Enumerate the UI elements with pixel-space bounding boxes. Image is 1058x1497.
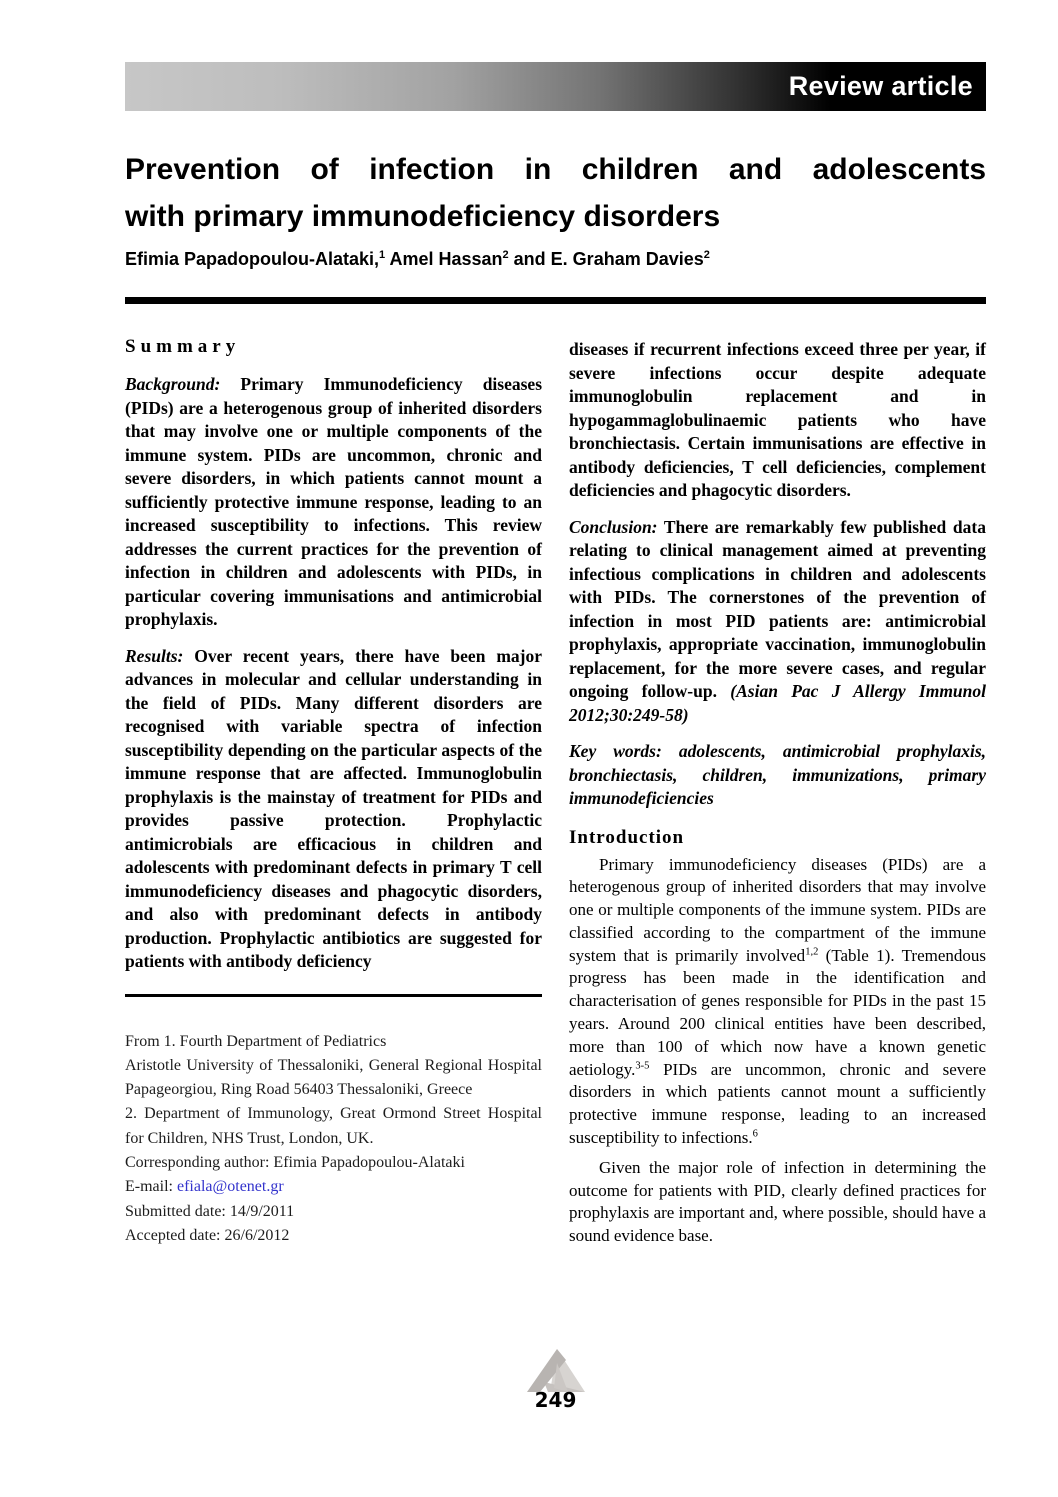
background-text: Primary Immunodeficiency diseases (PIDs) are a heterogenous group of inherited disorders that may involve one or multiple components of the immune system. PIDs are uncommon, chronic and severe disorders, in which patients cannot mount a sufficiently protective immune response, leading to an increased susceptibility to infections. This review addresses the current practices for the prevention of infection in children and adolescents with PIDs, in particular covering immunisations and antimicrobial prophylaxis. xyxy=(125,374,543,629)
banner-label: Review article xyxy=(788,71,973,101)
author-line: Efimia Papadopoulou-Alataki,$^1$ Amel Hassan$^2$ and E. Graham Davies$^2$ xyxy=(125,249,710,269)
results-paragraph xyxy=(125,645,542,974)
background-paragraph xyxy=(125,373,542,632)
summary-continuation-paragraph xyxy=(569,338,986,503)
article-body xyxy=(125,334,986,1248)
email-label: E-mail: xyxy=(125,1178,177,1196)
mountain-logo-icon xyxy=(524,1346,588,1394)
email-link[interactable]: efiala@otenet.gr xyxy=(176,1178,284,1196)
right-column xyxy=(569,334,986,1248)
keywords-label: Key words: xyxy=(569,741,662,761)
title-divider xyxy=(125,297,986,304)
page-number: 249 xyxy=(534,1388,577,1412)
footnote-line-affiliation-1: From 1. Fourth Department of Pediatrics xyxy=(125,1032,387,1050)
keywords-paragraph xyxy=(569,740,986,811)
conclusion-paragraph xyxy=(569,516,986,728)
left-column xyxy=(125,334,542,1248)
footnote-line-corresponding-author: Corresponding author: Efimia Papadopoulou-Alataki xyxy=(125,1153,465,1171)
results-label: Results: xyxy=(125,645,184,666)
journal-citation: (Asian Pac J Allergy Immunol 2012;30:249-58) xyxy=(569,681,987,725)
review-article-banner xyxy=(125,62,986,111)
footnote-line-affiliation-2: 2. Department of Immunology, Great Ormond Street Hospital for Children, NHS Trust, London, UK. xyxy=(125,1105,542,1147)
conclusion-text: There are remarkably few published data relating to clinical management aimed at preventing infectious complications in children and adolescents with PIDs. The cornerstones of the prevention of infection in most PID patients are: antimicrobial prophylaxis, appropriate vaccination, immunoglobulin replacement, for the more severe cases, and regular ongoing follow-up. xyxy=(569,516,986,701)
introduction-paragraph-2: Given the major role of infection in determining the outcome for patients with PID, clearly defined practices for prophylaxis are important and, where possible, should have a sound evidence base. xyxy=(569,1157,986,1246)
summary-heading: Summary xyxy=(125,336,241,357)
introduction-paragraph-1: Primary immunodeficiency diseases (PIDs) are a heterogenous group of inherited disorders that may involve one or multiple components of the immune system. PIDs are classified according to the compartment of the immune system that is primarily involved$^{1,2}$ (Table 1). Tremendous progress has been made in the identification and characterisation of genes responsible for PIDs in the past 15 years. Around 200 clinical entities have been described, more than 100 of which now have a known genetic aetiology.$^{3-5}$ PIDs are uncommon, chronic and severe disorders in which patients cannot mount a sufficiently protective immune response, leading to an increased susceptibility to infections.$^6$ xyxy=(569,854,986,1148)
footnote-block xyxy=(125,1030,542,1249)
article-title-line-1: Prevention of infection in children and adolescents xyxy=(125,153,986,186)
footnote-line-submitted-date: Submitted date: 14/9/2011 xyxy=(125,1202,295,1220)
footnote-line-affiliation-1b: Aristotle University of Thessaloniki, General Regional Hospital Papageorgiou, Ring Road 56403 Thessaloniki, Greece xyxy=(125,1056,542,1099)
footnote-line-email xyxy=(125,1175,542,1199)
conclusion-label: Conclusion: xyxy=(569,516,658,537)
introduction-heading: Introduction xyxy=(569,826,685,848)
article-title xyxy=(125,146,986,240)
keywords-text: adolescents, antimicrobial prophylaxis, bronchiectasis, children, immunizations, primary immunodeficiencies xyxy=(569,741,987,808)
footnote-divider xyxy=(125,994,542,997)
footnote-line-accepted-date: Accepted date: 26/6/2012 xyxy=(125,1226,290,1244)
article-title-line-2: with primary immunodeficiency disorders xyxy=(125,200,721,233)
summary-continuation-text: diseases if recurrent infections exceed three per year, if severe infections occur despite adequate immunoglobulin replacement and in hypogammaglobulinaemic patients who have bronchiectasis. Certain immunisations are effective in antibody deficiencies, T cell deficiencies, complement deficiencies and phagocytic disorders. xyxy=(569,339,986,500)
results-text: Over recent years, there have been major advances in molecular and cellular understanding in the field of PIDs. Many different disorders are recognised with variable spectra of infection susceptibility depending on the particular aspects of the immune response that are affected. Immunoglobulin prophylaxis is the mainstay of treatment for PIDs and provides passive protection. Prophylactic antimicrobials are efficacious in children and adolescents with predominant defects in primary T cell immunodeficiency diseases and phagocytic disorders, and also with predominant defects in antibody production. Prophylactic antibiotics are suggested for patients with antibody deficiency xyxy=(125,645,542,971)
background-label: Background: xyxy=(125,374,221,394)
